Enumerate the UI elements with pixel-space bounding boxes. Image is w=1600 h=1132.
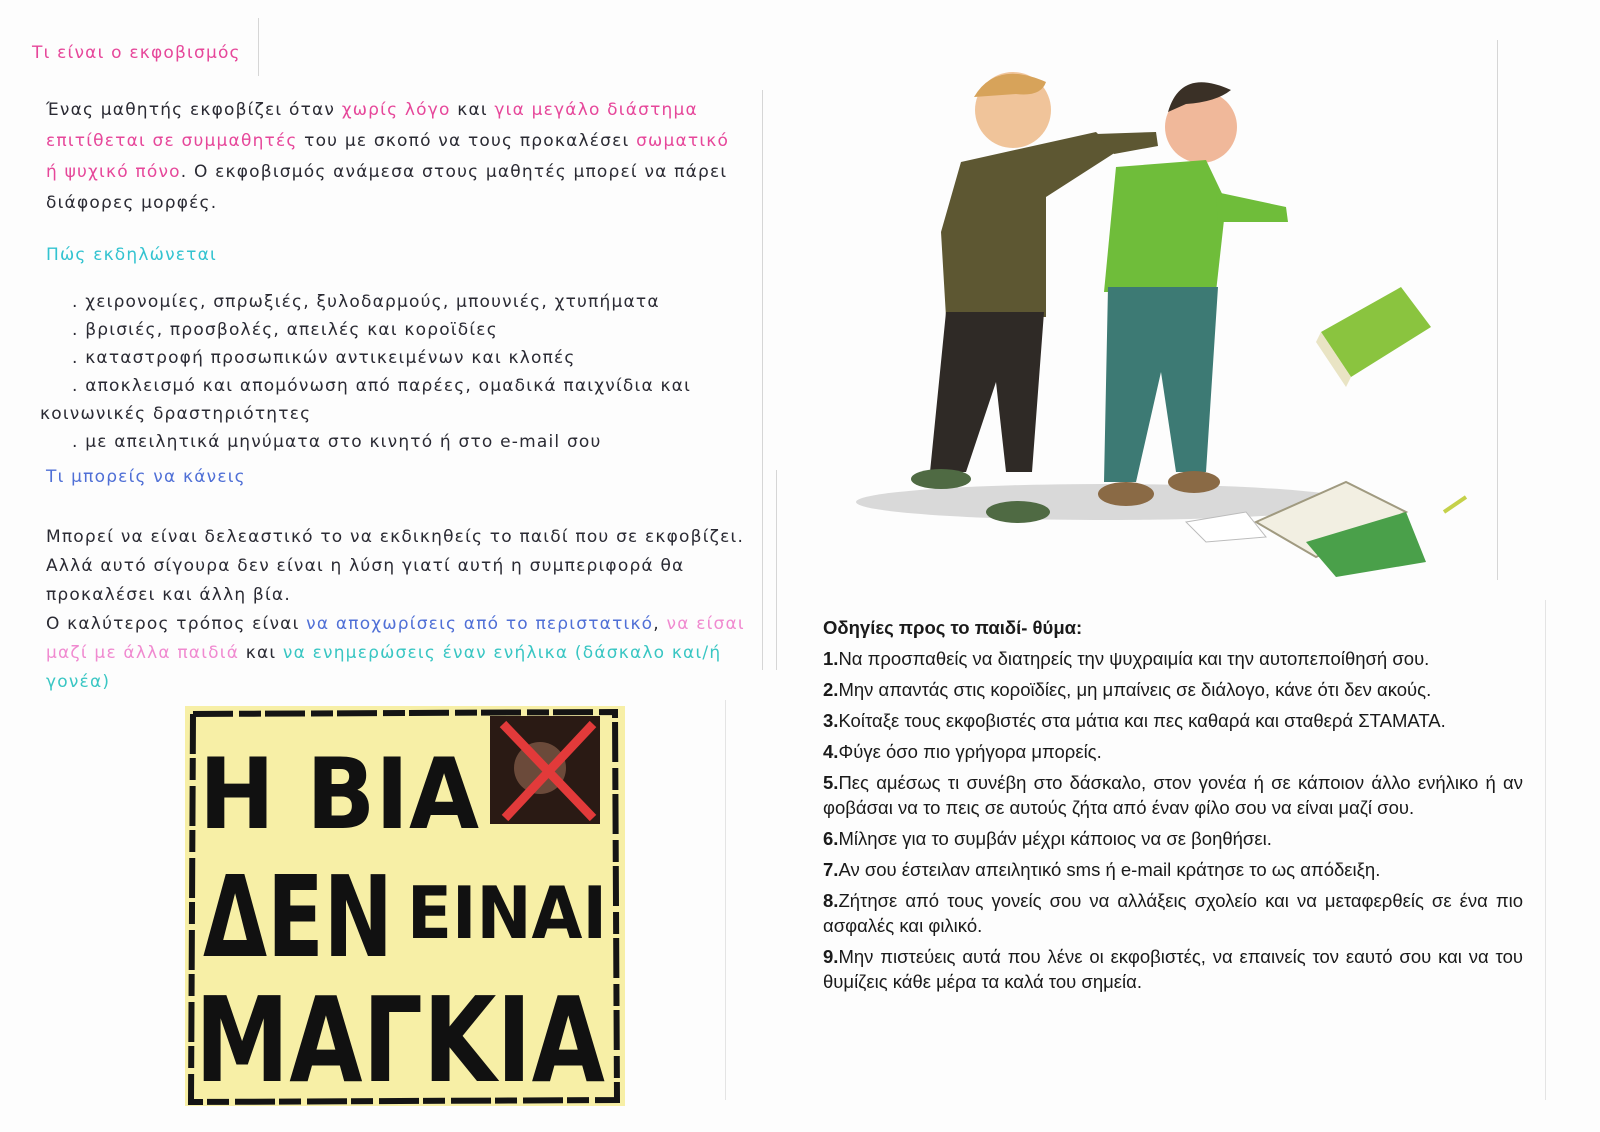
intro-highlight: για μεγάλο διάστημα επιτίθεται σε συμμαθητές bbox=[46, 100, 698, 151]
advice-text: και bbox=[239, 643, 283, 663]
list-item-continuation: κοινωνικές δραστηριότητες bbox=[40, 404, 312, 424]
advice-paragraph bbox=[46, 523, 756, 697]
step-text: Μην πιστεύεις αυτά που λένε οι εκφοβιστές, να επαινείς τον εαυτό σου και να του θυμίζεις κάθε μέρα τα καλά του σημεία. bbox=[823, 946, 1523, 992]
scan-line bbox=[725, 700, 726, 1100]
poster-violence-not-cool bbox=[185, 706, 625, 1109]
step-text: Πες αμέσως τι συνέβη στο δάσκαλο, στον γονέα ή σε κάποιον άλλο ενήλικο ή αν φοβάσαι να το πεις σε αυτούς ζήτα από έναν φίλο σου να είναι μαζί σου. bbox=[823, 772, 1523, 818]
pencil bbox=[1444, 497, 1466, 512]
crossed-out-fist-icon bbox=[490, 716, 600, 824]
step-text: Μίλησε για το συμβάν μέχρι κάποιος να σε βοηθήσει. bbox=[838, 828, 1272, 849]
intro-text: και bbox=[450, 100, 495, 120]
poster-line-3: ΜΑΓΚΙΑ bbox=[195, 971, 605, 1109]
poster-graphic bbox=[185, 706, 625, 1109]
scan-line bbox=[762, 90, 763, 670]
instruction-step bbox=[823, 708, 1523, 733]
step-text: Αν σου έστειλαν απειλητικό sms ή e-mail κράτησε το ως απόδειξη. bbox=[838, 859, 1381, 880]
instruction-step bbox=[823, 944, 1523, 994]
intro-paragraph bbox=[46, 95, 746, 219]
instructions-for-victim bbox=[823, 615, 1523, 1000]
scan-line bbox=[258, 18, 259, 76]
bullying-illustration bbox=[846, 42, 1501, 587]
step-number: 1. bbox=[823, 648, 839, 669]
step-number: 2. bbox=[823, 679, 839, 700]
advice-highlight: να ενημερώσεις έναν ενήλικα (δάσκαλο και/ή γονέα) bbox=[46, 643, 722, 692]
scan-line bbox=[1545, 600, 1546, 1100]
list-item: . αποκλεισμό και απομόνωση από παρέες, ομαδικά παιχνίδια και bbox=[72, 376, 692, 396]
advice-line bbox=[46, 610, 756, 697]
intro-text: . Ο εκφοβισμός ανάμεσα στους μαθητές μπορεί να πάρει διάφορες μορφές. bbox=[46, 162, 728, 213]
step-number: 8. bbox=[823, 890, 839, 911]
instruction-step bbox=[823, 770, 1523, 820]
step-number: 7. bbox=[823, 859, 839, 880]
instruction-step bbox=[823, 857, 1523, 882]
list-item: . βρισιές, προσβολές, απειλές και κοροϊδίες bbox=[72, 320, 498, 340]
intro-text: Ένας μαθητής εκφοβίζει όταν bbox=[46, 100, 342, 120]
illustration-graphic bbox=[846, 42, 1501, 587]
step-number: 9. bbox=[823, 946, 839, 967]
forms-list bbox=[40, 288, 730, 456]
instruction-step bbox=[823, 739, 1523, 764]
instructions-title: Οδηγίες προς το παιδί- θύμα: bbox=[823, 617, 1083, 638]
poster-line-2a: ΔΕΝ bbox=[203, 853, 393, 983]
list-item: . χειρονομίες, σπρωξιές, ξυλοδαρμούς, μπουνιές, χτυπήματα bbox=[72, 292, 660, 312]
advice-text: Ο καλύτερος τρόπος είναι bbox=[46, 614, 307, 634]
step-text: Κοίταξε τους εκφοβιστές στα μάτια και πες καθαρά και σταθερά ΣΤΑΜΑΤΑ. bbox=[838, 710, 1446, 731]
advice-highlight: να αποχωρίσεις από το περιστατικό bbox=[306, 614, 654, 634]
falling-book bbox=[1316, 287, 1431, 387]
step-number: 5. bbox=[823, 772, 839, 793]
advice-highlight: να είσαι μαζί με άλλα παιδιά bbox=[46, 614, 745, 663]
advice-text: Μπορεί να είναι δελεαστικό το να εκδικηθείς το παιδί που σε εκφοβίζει. Αλλά αυτό σίγουρα δεν είναι η λύση γιατί αυτή η συμπεριφορά θα προκαλέσει και άλλη βία. bbox=[46, 527, 745, 605]
poster-line-2b: ΕΙΝΑΙ bbox=[407, 871, 607, 955]
intro-highlight: σωματικό ή ψυχικό πόνο bbox=[46, 131, 730, 182]
poster-line-1: Η ΒΙΑ bbox=[199, 738, 480, 852]
step-text: Ζήτησε από τους γονείς σου να αλλάξεις σχολείο και να μεταφερθείς σε ένα πιο ασφαλές και φιλικό. bbox=[823, 890, 1523, 936]
list-item: . καταστροφή προσωπικών αντικειμένων και κλοπές bbox=[72, 348, 576, 368]
section-title-what-you-can-do: Τι μπορείς να κάνεις bbox=[46, 467, 246, 487]
step-number: 3. bbox=[823, 710, 839, 731]
advice-text: , bbox=[653, 614, 667, 634]
intro-text: του με σκοπό να τους προκαλέσει bbox=[297, 131, 637, 151]
step-text: Φύγε όσο πιο γρήγορα μπορείς. bbox=[838, 741, 1102, 762]
scan-line bbox=[776, 470, 777, 670]
step-number: 4. bbox=[823, 741, 839, 762]
section-title-how-it-shows: Πώς εκδηλώνεται bbox=[46, 245, 217, 265]
instruction-step bbox=[823, 677, 1523, 702]
step-text: Να προσπαθείς να διατηρείς την ψυχραιμία και την αυτοπεποίθησή σου. bbox=[838, 648, 1430, 669]
instruction-step bbox=[823, 888, 1523, 938]
instruction-step bbox=[823, 826, 1523, 851]
list-item: . με απειλητικά μηνύματα στο κινητό ή στο e-mail σου bbox=[72, 432, 602, 452]
step-text: Μην απαντάς στις κοροϊδίες, μη μπαίνεις σε διάλογο, κάνε ότι δεν ακούς. bbox=[838, 679, 1432, 700]
step-number: 6. bbox=[823, 828, 839, 849]
instruction-step bbox=[823, 646, 1523, 671]
section-title-what-is-bullying: Τι είναι ο εκφοβισμός bbox=[32, 43, 241, 63]
intro-highlight: χωρίς λόγο bbox=[341, 100, 451, 120]
